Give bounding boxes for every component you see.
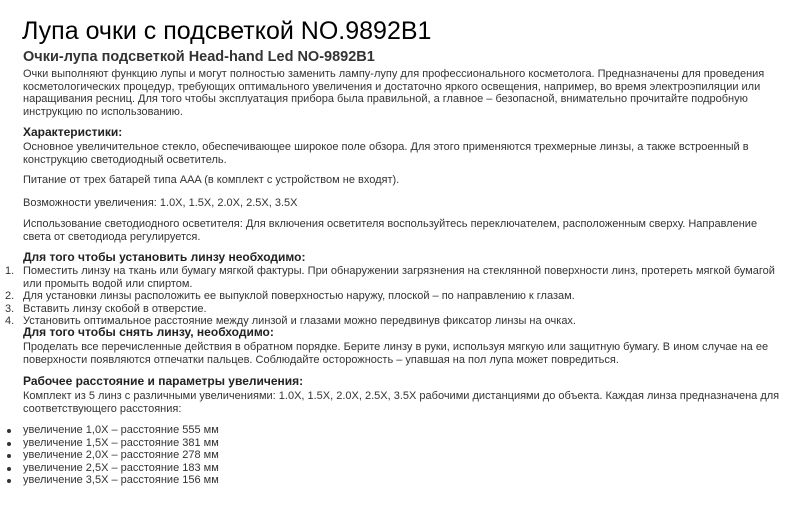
step-number: 2. <box>5 290 15 302</box>
product-subtitle: Очки-лупа подсветкой Head-hand Led NO-9892B1 <box>23 49 375 65</box>
characteristics-heading: Характеристики: <box>23 125 123 139</box>
list-item <box>0 437 219 450</box>
install-steps-list <box>0 265 790 328</box>
list-item <box>0 474 219 487</box>
working-distance-heading: Рабочее расстояние и параметры увеличения: <box>23 374 304 388</box>
list-item <box>0 265 790 290</box>
characteristics-magnification-paragraph: Возможности увеличения: 1.0X, 1.5X, 2.0X, 2.5X, 3.5X <box>23 197 298 209</box>
step-text: Поместить линзу на ткань или бумагу мягкой фактуры. При обнаружении загрязнения на стеклянной поверхности линз, протереть мягкой бумагой или промыть водой или спиртом. <box>23 265 775 290</box>
list-item <box>0 290 790 303</box>
step-text: Для установки линзы расположить ее выпуклой поверхностью наружу, плоской – по направлению к глазам. <box>23 290 575 302</box>
intro-paragraph: Очки выполняют функцию лупы и могут полностью заменить лампу-лупу для профессионального косметолога. Предназначены для проведения косметологических процедур, требующих оптимального увеличения и достаточно яркого освещения, например, во время электроэпиляции или наращивания ресниц. Для того чтобы эксплуатация прибора была правильной, а главное – безопасной, внимательно прочитайте подробную инструкцию по использованию. <box>23 68 765 118</box>
characteristics-lens-paragraph: Основное увеличительное стекло, обеспечивающее широкое поле обзора. Для этого применяются трехмерные линзы, а также встроенный в конструкцию светодиодный осветитель. <box>23 141 749 166</box>
remove-heading: Для того чтобы снять линзу, необходимо: <box>23 325 274 339</box>
bullet-icon <box>7 454 11 458</box>
step-number: 3. <box>5 302 15 315</box>
bullet-icon <box>7 467 11 471</box>
page-title: Лупа очки с подсветкой NO.9892B1 <box>22 17 432 45</box>
bullet-icon <box>7 429 11 433</box>
list-item <box>0 424 219 437</box>
characteristics-power-paragraph: Питание от трех батарей типа AAA (в комплект с устройством не входят). <box>23 174 400 186</box>
step-number: 1. <box>5 265 15 277</box>
step-number: 4. <box>5 315 15 327</box>
list-item <box>0 303 790 316</box>
bullet-icon <box>7 442 11 446</box>
magnification-item: увеличение 1,0X – расстояние 555 мм <box>23 424 219 436</box>
magnification-item: увеличение 2,5X – расстояние 183 мм <box>23 461 219 474</box>
install-heading: Для того чтобы установить линзу необходимо: <box>23 250 306 264</box>
magnification-item: увеличение 2,0X – расстояние 278 мм <box>23 449 219 461</box>
characteristics-led-paragraph: Использование светодиодного осветителя: Для включения осветителя воспользуйтесь переключателем, расположенным сверху. Направление света от светодиода регулируется. <box>23 218 758 243</box>
step-text: Установить оптимальное расстояние между линзой и глазами можно передвинув фиксатор линзы на очках. <box>23 315 576 327</box>
magnification-list <box>0 424 219 487</box>
step-text: Вставить линзу скобой в отверстие. <box>23 302 207 315</box>
bullet-icon <box>7 479 11 483</box>
remove-paragraph: Проделать все перечисленные действия в обратном порядке. Берите линзу в руки, используя мягкую или защитную бумагу. В ином случае на ее поверхности появляются отпечатки пальцев. Соблюдайте осторожность – упавшая на пол лупа может повредиться. <box>23 341 769 366</box>
list-item <box>0 462 219 475</box>
magnification-item: увеличение 3,5X – расстояние 156 мм <box>23 474 219 486</box>
working-distance-paragraph: Комплект из 5 линз с различными увеличениями: 1.0X, 1.5X, 2.0X, 2.5X, 3.5X рабочими дистанциями до объекта. Каждая линза предназначена для соответствующего расстояния: <box>23 390 780 415</box>
magnification-item: увеличение 1,5X – расстояние 381 мм <box>23 436 219 449</box>
list-item <box>0 449 219 462</box>
